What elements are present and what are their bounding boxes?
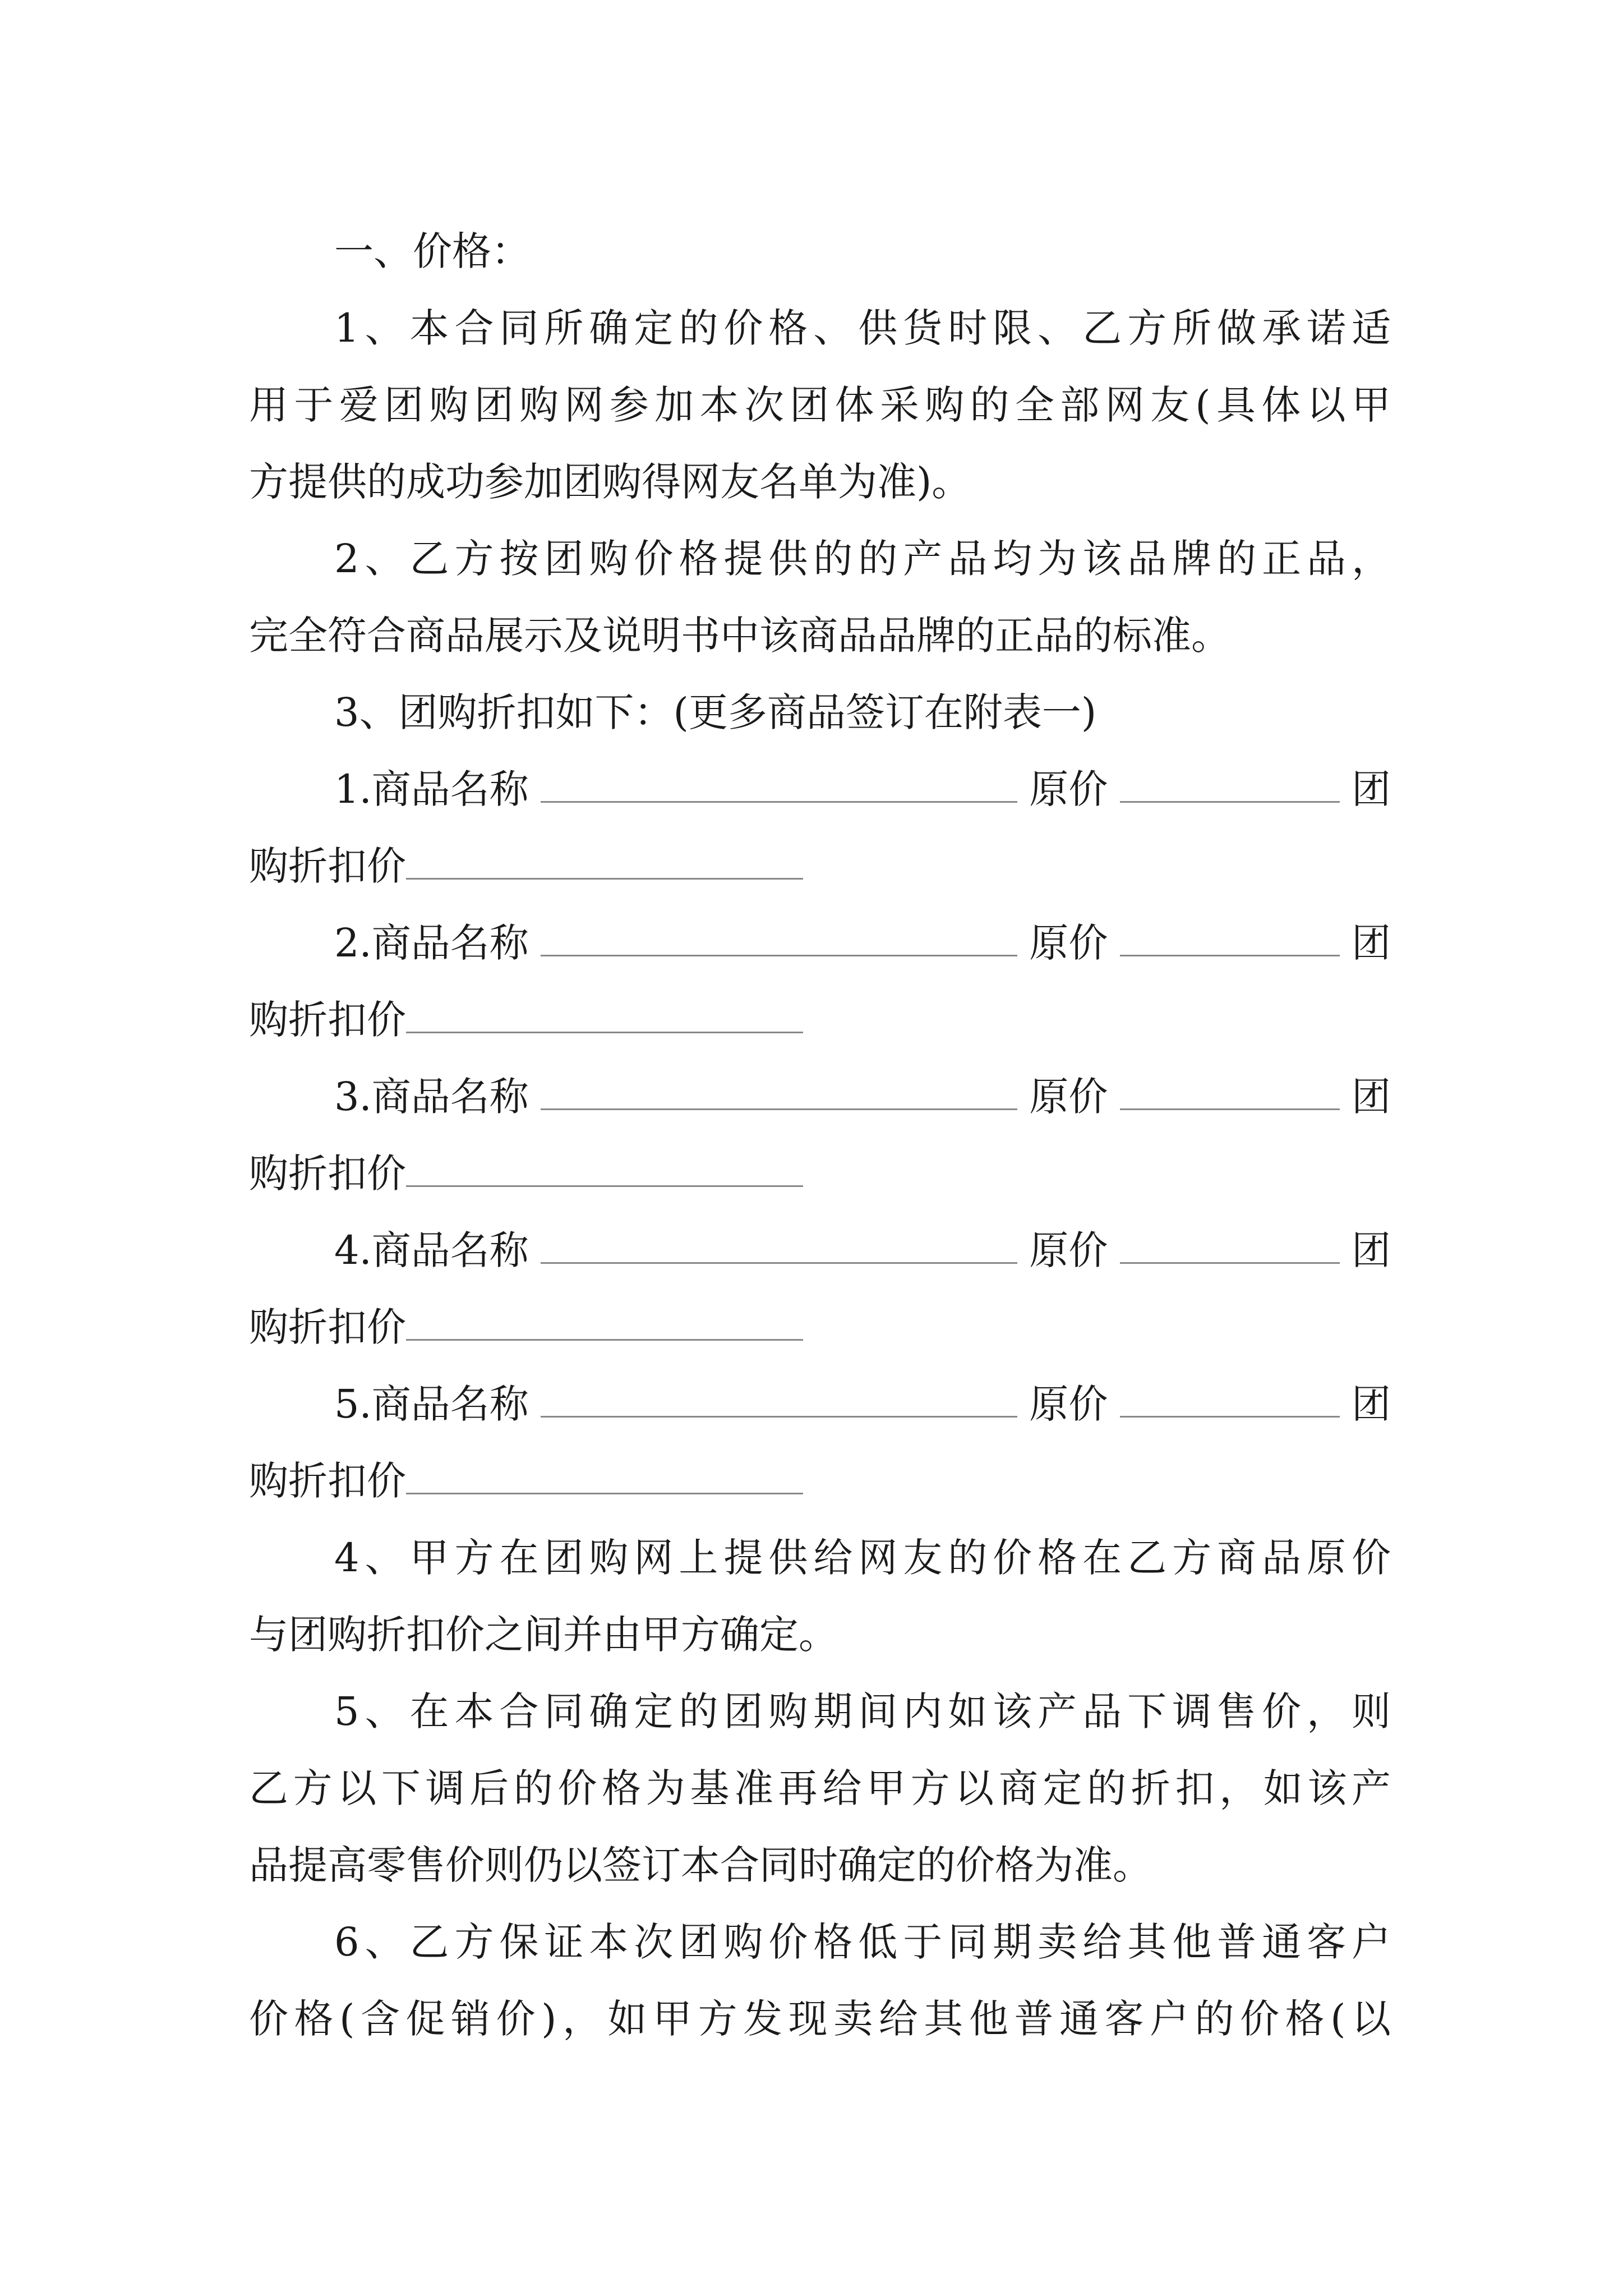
product-name-blank[interactable] — [541, 767, 1017, 803]
discount-price-row — [249, 1135, 1391, 1212]
original-price-blank[interactable] — [1120, 767, 1340, 803]
discount-price-blank[interactable] — [406, 1459, 803, 1494]
item-number: 3. — [334, 1074, 372, 1120]
clause-3-intro: 3、团购折扣如下：(更多商品签订在附表一) — [334, 689, 1097, 735]
original-price-blank[interactable] — [1120, 1228, 1340, 1264]
clause-1-line: 1、本合同所确定的价格、供货时限、乙方所做承诺适 — [334, 305, 1391, 351]
original-price-blank[interactable] — [1120, 921, 1340, 956]
product-name-label: 商品名称 — [371, 1381, 529, 1427]
discount-label-start: 团 — [1351, 1227, 1391, 1273]
original-price-label: 原价 — [1029, 1074, 1108, 1120]
discount-label-end: 购折扣价 — [249, 997, 406, 1043]
original-price-blank[interactable] — [1120, 1382, 1340, 1418]
section-heading: 一、价格： — [334, 228, 531, 274]
clause-6 — [249, 1904, 1391, 2058]
product-name-blank[interactable] — [541, 1228, 1017, 1264]
clause-3 — [249, 674, 1391, 1520]
discount-price-blank[interactable] — [406, 1305, 803, 1341]
clause-4-line: 与团购折扣价之间并由甲方确定。 — [249, 1612, 838, 1658]
clause-5-line: 品提高零售价则仍以签订本合同时确定的价格为准。 — [249, 1842, 1152, 1888]
product-item-row — [249, 1366, 1391, 1443]
discount-price-row — [249, 982, 1391, 1059]
product-item-row — [249, 1059, 1391, 1135]
clause-6-line: 6、乙方保证本次团购价格低于同期卖给其他普通客户 — [334, 1919, 1391, 1965]
item-number: 2. — [334, 920, 372, 966]
product-name-blank[interactable] — [541, 1382, 1017, 1418]
original-price-blank[interactable] — [1120, 1075, 1340, 1110]
discount-price-blank[interactable] — [406, 844, 803, 880]
discount-label-start: 团 — [1351, 1074, 1391, 1120]
discount-label-start: 团 — [1351, 920, 1391, 966]
discount-price-blank[interactable] — [406, 1152, 803, 1187]
original-price-label: 原价 — [1029, 1381, 1108, 1427]
item-number: 5. — [334, 1381, 372, 1427]
original-price-label: 原价 — [1029, 1227, 1108, 1273]
discount-label-start: 团 — [1351, 1381, 1391, 1427]
clause-4-line: 4、甲方在团购网上提供给网友的价格在乙方商品原价 — [334, 1535, 1391, 1581]
product-item-row — [249, 905, 1391, 982]
clause-5-line: 乙方以下调后的价格为基准再给甲方以商定的折扣，如该产 — [249, 1765, 1391, 1811]
clause-2-line: 2、乙方按团购价格提供的的产品均为该品牌的正品， — [334, 536, 1391, 582]
discount-price-row — [249, 1443, 1391, 1520]
discount-label-end: 购折扣价 — [249, 1304, 406, 1350]
discount-price-blank[interactable] — [406, 998, 803, 1033]
discount-label-start: 团 — [1351, 766, 1391, 812]
product-name-label: 商品名称 — [371, 1074, 529, 1120]
clause-1-line: 方提供的成功参加团购得网友名单为准)。 — [249, 459, 971, 505]
product-name-label: 商品名称 — [371, 1227, 529, 1273]
discount-price-row — [249, 1289, 1391, 1366]
discount-label-end: 购折扣价 — [249, 843, 406, 889]
product-name-blank[interactable] — [541, 1075, 1017, 1110]
clause-5-line: 5、在本合同确定的团购期间内如该产品下调售价，则 — [334, 1688, 1391, 1734]
product-name-label: 商品名称 — [371, 766, 529, 812]
product-item-row — [249, 751, 1391, 828]
clause-2-line: 完全符合商品展示及说明书中该商品品牌的正品的标准。 — [249, 613, 1230, 659]
discount-label-end: 购折扣价 — [249, 1458, 406, 1504]
original-price-label: 原价 — [1029, 766, 1108, 812]
product-item-row — [249, 1212, 1391, 1289]
discount-label-end: 购折扣价 — [249, 1151, 406, 1197]
product-name-label: 商品名称 — [371, 920, 529, 966]
item-number: 4. — [334, 1227, 372, 1273]
clause-4 — [249, 1520, 1391, 1673]
document-page — [249, 213, 1391, 2058]
clause-2 — [249, 521, 1391, 674]
product-name-blank[interactable] — [541, 921, 1017, 956]
clause-1 — [249, 290, 1391, 521]
original-price-label: 原价 — [1029, 920, 1108, 966]
item-number: 1. — [334, 766, 372, 812]
clause-1-line: 用于爱团购团购网参加本次团体采购的全部网友(具体以甲 — [249, 382, 1391, 428]
clause-5 — [249, 1673, 1391, 1904]
clause-6-line: 价格(含促销价)，如甲方发现卖给其他普通客户的价格(以 — [249, 1996, 1391, 2042]
discount-price-row — [249, 828, 1391, 905]
